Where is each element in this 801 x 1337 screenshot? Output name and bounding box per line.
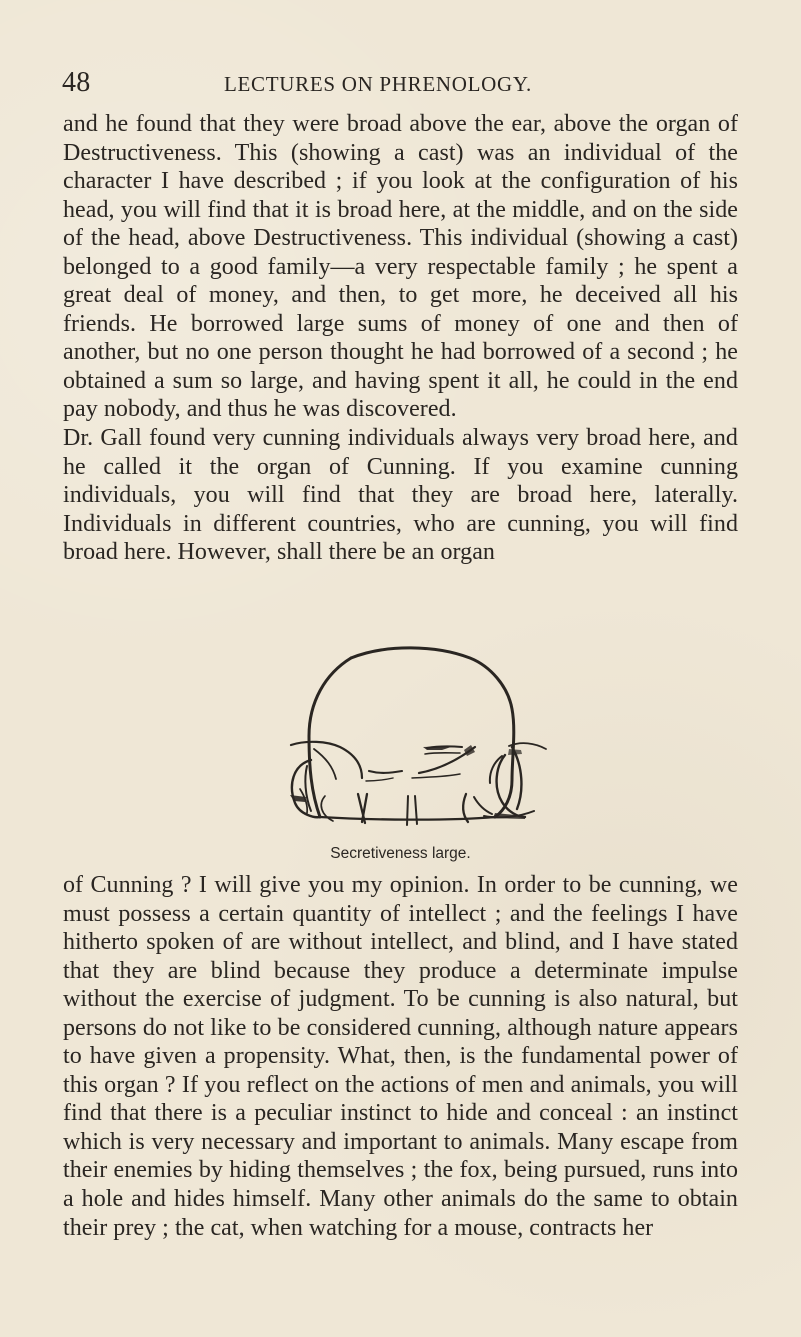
page-number: 48 <box>62 67 91 98</box>
secretiveness-skull-illustration <box>276 646 563 828</box>
page-header <box>62 69 737 103</box>
lower-text-block <box>63 871 738 1242</box>
paragraph-1: and he found that they were broad above the ear, above the organ of Destructiveness. This (showing a cast) was an individual of the character I have described ; if you look at the configuration of his head, you will find that it is broad here, at the middle, and on the side of the head, above Destructiveness. This individual (showing a cast) belonged to a good family—a very respectable family ; he spent a great deal of money, and then, to get more, he deceived all his friends. He borrowed large sums of money of one and then of another, but no one person thought he had borrowed of a second ; he obtained a sum so large, and having spent it all, he could in the end pay nobody, and thus he was discovered. <box>63 111 738 423</box>
running-head: LECTURES ON PHRENOLOGY. <box>224 72 532 96</box>
figure-caption: Secretiveness large. <box>330 845 471 862</box>
paragraph-2: Dr. Gall found very cunning individuals always very broad here, and he called it the organ of Cunning. If you examine cunning individuals, you will find that they are broad here, laterally. Individuals in different countries, who are cunning, you will find broad here. However, shall there be an organ <box>63 425 738 566</box>
paragraph-3: of Cunning ? I will give you my opinion. In order to be cunning, we must possess a certain quantity of intellect ; and the feelings I have hitherto spoken of are without intellect, and blind, and I have stated that they are blind because they produce a determinate impulse without the exercise of judgment. To be cunning is also natural, but persons do not like to be considered cunning, although nature appears to have given a propensity. What, then, is the fundamental power of this organ ? If you reflect on the actions of men and animals, you will find that there is a peculiar instinct to hide and conceal : an instinct which is very necessary and important to animals. Many escape from their enemies by hiding themselves ; the fox, being pursued, runs into a hole and hides himself. Many other animals do the same to obtain their prey ; the cat, when watching for a mouse, contracts her <box>63 872 738 1241</box>
upper-text-block <box>63 110 738 567</box>
